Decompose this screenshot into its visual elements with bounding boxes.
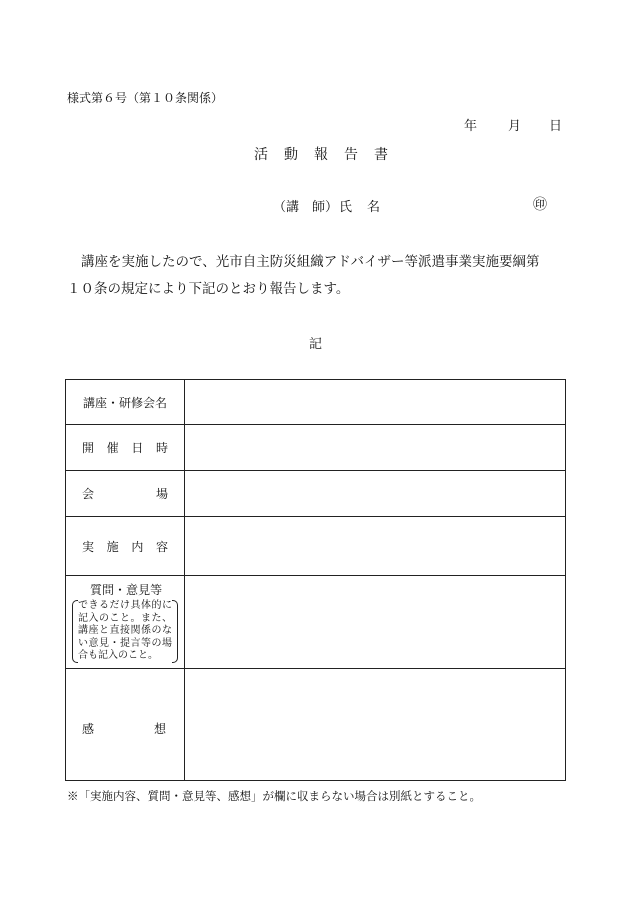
label-char: ・ <box>114 583 127 598</box>
course-name-field[interactable] <box>185 380 566 425</box>
title-char: 告 <box>344 147 358 163</box>
body-paragraph <box>67 249 567 303</box>
table-row <box>66 425 566 471</box>
footnote: ※「実施内容、質問・意見等、感想」が欄に収まらない場合は別紙とすること。 <box>67 789 481 803</box>
label-char: 内 <box>131 539 144 554</box>
questions-field[interactable] <box>185 576 566 669</box>
label-char: 問 <box>102 583 115 598</box>
label-char: 実 <box>82 539 95 554</box>
label-char: 日 <box>131 441 144 455</box>
label-char: 場 <box>155 487 168 501</box>
label-char: 感 <box>82 722 95 736</box>
label-char: 会 <box>82 487 95 501</box>
datetime-label <box>66 425 185 471</box>
ki-heading: 記 <box>309 337 323 352</box>
label-char: 意 <box>126 583 139 598</box>
table-row <box>66 576 566 669</box>
date-year-label: 年 <box>464 119 478 134</box>
venue-label <box>66 471 185 517</box>
questions-label <box>66 576 185 669</box>
name-label-char: 名 <box>367 200 381 215</box>
title-char: 書 <box>374 147 388 163</box>
label-char: 質 <box>90 583 103 598</box>
date-month-label: 月 <box>508 119 522 134</box>
label-char: 想 <box>153 722 166 736</box>
label-char: 等 <box>150 583 163 598</box>
title-char: 活 <box>254 147 268 163</box>
report-table <box>65 379 566 781</box>
table-row <box>66 380 566 425</box>
label-char: 時 <box>155 441 168 455</box>
label-char: 容 <box>155 539 168 554</box>
label-char: 開 <box>82 441 95 455</box>
body-line-2: １０条の規定により下記のとおり報告します。 <box>67 281 350 297</box>
body-line-1: 講座を実施したので、光市自主防災組織アドバイザー等派遣事業実施要綱第 <box>81 254 540 270</box>
impressions-label <box>66 669 185 781</box>
content-label <box>66 517 185 576</box>
questions-note: できるだけ具体的に記入のこと。また、講座と直接関係のない意見・提言等の場合も記入のこと。 <box>72 600 178 663</box>
content-field[interactable] <box>185 517 566 576</box>
datetime-field[interactable] <box>185 425 566 471</box>
lecturer-role-label: （講 師） <box>273 200 339 215</box>
table-row <box>66 471 566 517</box>
title-char: 報 <box>314 147 328 163</box>
label-char: 催 <box>106 441 119 455</box>
table-row <box>66 517 566 576</box>
name-label-char: 氏 <box>339 200 353 215</box>
form-number: 様式第６号（第１０条関係） <box>67 91 224 105</box>
title-char: 動 <box>284 147 298 163</box>
label-char: 見 <box>138 583 151 598</box>
seal-mark: ㊞ <box>533 197 547 213</box>
label-char: 施 <box>106 539 119 554</box>
table-row <box>66 669 566 781</box>
course-name-label: 講座・研修会名 <box>66 380 185 425</box>
date-day-label: 日 <box>549 119 563 134</box>
venue-field[interactable] <box>185 471 566 517</box>
impressions-field[interactable] <box>185 669 566 781</box>
